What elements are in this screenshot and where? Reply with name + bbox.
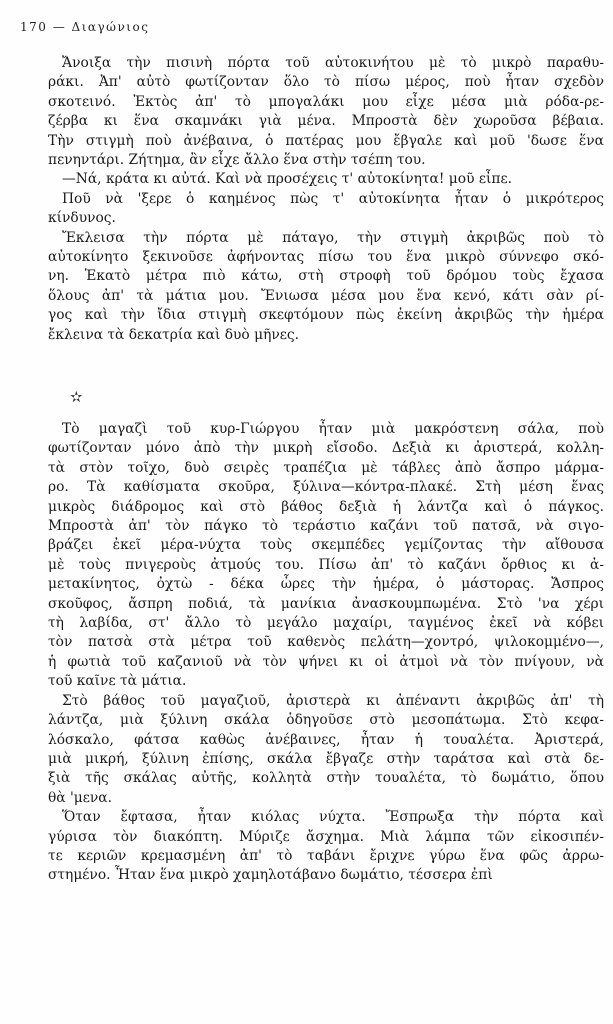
paragraph xyxy=(48,170,604,189)
text-line: νη. Ἑκατὸ μέτρα πιὸ κάτω, στὴ στροφὴ τοῦ δρόμου τοὺς ἔχασα xyxy=(48,268,604,285)
text-line: λόσκαλο, φάτσα καθὼς ἀνέβαινες, ἦταν ἡ τουαλέτα. Ἀριστερά, xyxy=(48,731,604,748)
text-line: ρο. Τὰ καθίσματα σκοῦρα, ξύλινα—κόντρα-πλακέ. Στὴ μέση ἕνας xyxy=(48,479,604,496)
text-line: ἡ φωτιὰ τοῦ καζανιοῦ νὰ τὸν ψήνει κι οἱ ἀτμοὶ νὰ τὸν πνίγουν, νὰ xyxy=(48,653,604,670)
text-line: ζέρβα κι ἕνα σκαμνάκι γιὰ μένα. Μπροστὰ δὲν χωροῦσα βέβαια. xyxy=(48,113,604,130)
text-line: Τὸ μαγαζὶ τοῦ κυρ-Γιώργου ἦταν μιὰ μακρόστενη σάλα, ποὺ xyxy=(62,421,604,437)
paragraph xyxy=(48,692,604,808)
text-line: σκοτεινό. Ἐκτὸς ἀπ' τὸ μπογαλάκι μου εἶχε μέσα μιὰ ρόδα-ρε- xyxy=(48,93,604,110)
text-line: ράκι. Ἀπ' αὐτὸ φωτίζονταν ὅλο τὸ πίσω μέρος, ποὺ ἦταν σχεδὸν xyxy=(48,74,604,91)
paragraph xyxy=(48,54,604,170)
paragraph xyxy=(48,190,604,229)
paragraph xyxy=(48,808,604,886)
text-line: αὐτοκίνητο ξεκινοῦσε ἀφήνοντας πίσω του ἕνα μικρὸ σύννεφο σκό- xyxy=(48,249,604,266)
text-line: πενηντάρι. Ζήτημα, ἂν εἶχε ἄλλο ἕνα στὴν τσέπη του. xyxy=(48,152,426,169)
text-line: ξιὰ τῆς σκάλας αὐτῆς, κολλητὰ στὴν τουαλέτα, τὸ δωμάτιο, ὅπου xyxy=(48,770,604,787)
text-line: τε κεριῶν κρεμασμένη ἀπ' τὸ ταβάνι ἔριχνε γύρω ἕνα φῶς ἀρρω- xyxy=(48,847,604,864)
text-line: βράζει ἐκεῖ μέρα-νύχτα τοὺς σκεμπέδες γεμίζοντας τὴν αἴθουσα xyxy=(48,537,604,554)
section-one-text xyxy=(48,54,604,345)
text-line: γος καὶ τὴν ἴδια στιγμὴ σκεφτόμουν πὼς ἐκείνη ἀκριβῶς τὴν ἡμέρα xyxy=(48,307,604,324)
text-line: μετακίνητος, ὀχτὼ - δέκα ὧρες τὴν ἡμέρα, ὁ μάστορας. Ἄσπρος xyxy=(48,576,604,593)
text-line: μικρὸς διάδρομος καὶ στὸ βάθος δεξιὰ ἡ λάντζα καὶ ὁ πάγκος. xyxy=(48,498,604,515)
text-line: γύρισα τὸν διακόπτη. Μύριζε ἄσχημα. Μιὰ λάμπα τῶν εἰκοσιπέν- xyxy=(48,828,604,845)
text-line: Στὸ βάθος τοῦ μαγαζιοῦ, ἀριστερὰ κι ἀπέναντι ἀκριβῶς ἀπ' τὴ xyxy=(62,692,604,709)
text-line: ὅλους ἀπ' τὰ μάτια μου. Ἔνιωσα μέσα μου ἕνα κενό, κάτι σὰν ρί- xyxy=(48,287,604,304)
text-line: σκοῦφος, ἄσπρη ποδιά, τὰ μανίκια ἀνασκουμπωμένα. Στὸ 'να χέρι xyxy=(48,595,604,612)
text-line: λάντζα, μιὰ ξύλινη σκάλα ὁδηγοῦσε στὸ μεσοπάτωμα. Στὸ κεφα- xyxy=(48,712,604,729)
section-break-ornament-icon: ✫ xyxy=(70,388,83,406)
text-line: ἔκλεινα τὰ δεκατρία καὶ δυὸ μῆνες. xyxy=(48,326,300,343)
text-line: Μπροστὰ ἀπ' τὸν πάγκο τὸ τεράστιο καζάνι τοῦ πατσᾶ, νὰ σιγο- xyxy=(48,518,604,535)
text-line: Τὴν στιγμὴ ποὺ ἀνέβαινα, ὁ πατέρας μου ἔβγαλε καὶ μοῦ 'δωσε ἕνα xyxy=(48,132,604,149)
text-line: τοῦ καῖνε τὰ μάτια. xyxy=(48,673,187,690)
text-line: τὰ στὸν τοῖχο, δυὸ σειρὲς τραπέζια μὲ τάβλες ἀπὸ ἄσπρο μάρμα- xyxy=(48,459,604,476)
text-line: τὴ λαβίδα, στ' ἄλλο τὸ μεγάλο μαχαίρι, ταγμένος ἐκεῖ νὰ κόβει xyxy=(48,615,604,632)
text-line: τὸν πατσὰ στὰ μέτρα τοῦ καθενὸς πελάτη—χοντρό, ψιλοκομμένο—, xyxy=(48,634,604,651)
text-line: Ποῦ νὰ 'ξερε ὁ καημένος πὼς τ' αὐτοκίνητα ἦταν ὁ μικρότερος xyxy=(62,190,604,207)
text-line: μιὰ μικρή, ξύλινη ἐπίσης, σκάλα ἔβγαζε στὴν ταράτσα καὶ στὰ δε- xyxy=(48,750,604,767)
running-head: 170 — Διαγώνιος xyxy=(20,20,150,34)
text-line: θὰ 'μενα. xyxy=(48,789,113,806)
text-line: στημένο. Ἦταν ἕνα μικρὸ χαμηλοτάβανο δωμάτιο, τέσσερα ἐπὶ xyxy=(48,867,493,884)
text-line: Ἄνοιξα τὴν πισινὴ πόρτα τοῦ αὐτοκινήτου μὲ τὸ μικρὸ παραθυ- xyxy=(62,55,604,71)
text-line: μὲ τοὺς πνιγεροὺς ἀτμούς του. Πίσω ἀπ' τὸ καζάνι ὄρθιος κι ἀ- xyxy=(48,556,604,573)
text-line: κίνδυνος. xyxy=(48,210,116,227)
text-line: Ἔκλεισα τὴν πόρτα μὲ πάταγο, τὴν στιγμὴ ἀκριβῶς ποὺ τὸ xyxy=(62,229,604,246)
text-line: Ὅταν ἔφτασα, ἦταν κιόλας νύχτα. Ἔσπρωξα τὴν πόρτα καὶ xyxy=(62,809,604,826)
paragraph xyxy=(48,420,604,692)
paragraph xyxy=(48,229,604,345)
text-line: —Νά, κράτα κι αὐτά. Καὶ νὰ προσέχεις τ' αὐτοκίνητα! μοῦ εἶπε. xyxy=(62,171,513,188)
section-two-text xyxy=(48,420,604,886)
text-line: φωτίζονταν μόνο ἀπὸ τὴν μικρὴ εἴσοδο. Δεξιὰ κι ἀριστερά, κολλη- xyxy=(48,440,604,457)
